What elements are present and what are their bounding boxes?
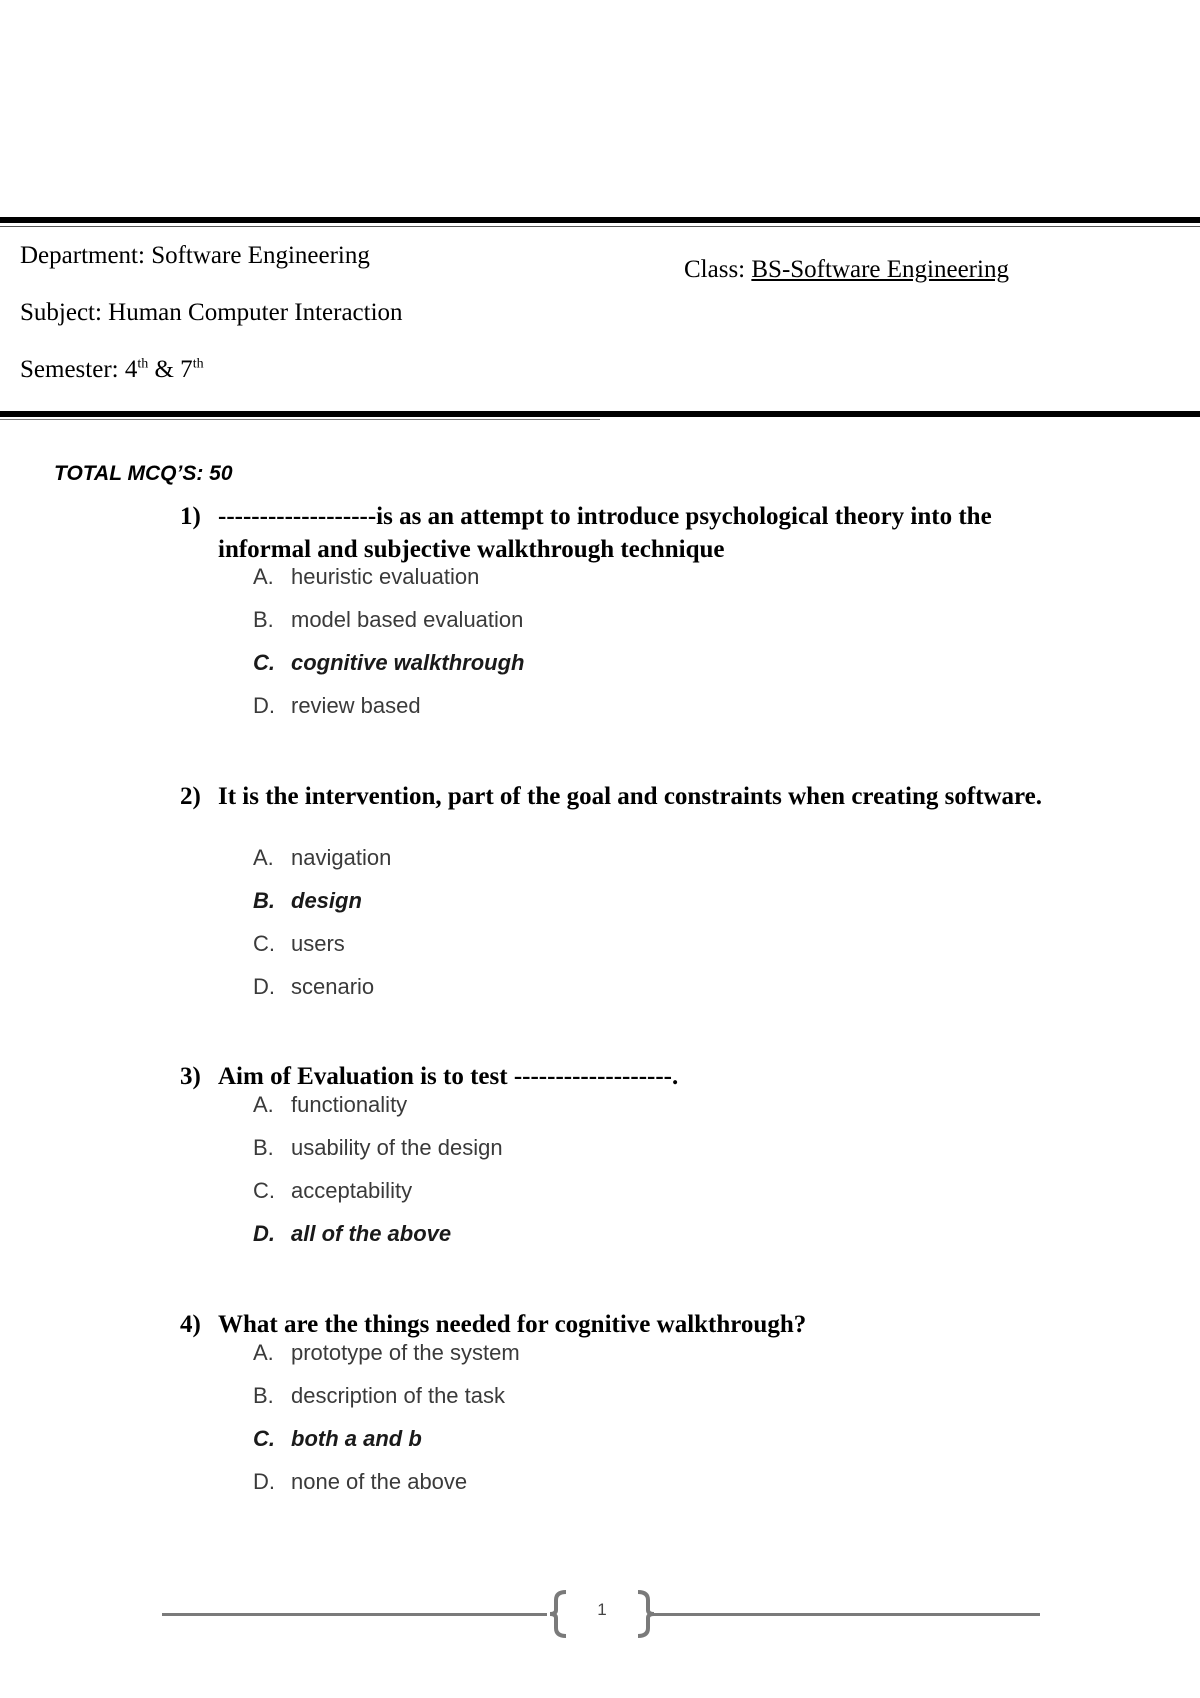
question-number: 4): [180, 1311, 201, 1338]
question-1: [180, 500, 1080, 566]
question-text: Aim of Evaluation is to test -------------------.: [218, 1063, 679, 1090]
question-3: [180, 1060, 1080, 1093]
semester-sup-2: th: [192, 356, 204, 372]
option-1b: B. model based evaluation: [253, 607, 524, 632]
question-number: 2): [180, 783, 201, 810]
footer-line-right: [648, 1613, 1040, 1616]
department-label: Department: Software Engineering: [20, 242, 370, 269]
left-brace-icon: [548, 1590, 570, 1638]
header-top-rule: [0, 217, 1200, 223]
option-3c: C. acceptability: [253, 1178, 413, 1203]
page-number: 1: [597, 1600, 607, 1619]
semester-prefix: Semester: 4: [20, 356, 138, 383]
option-4a: A. prototype of the system: [253, 1340, 520, 1365]
question-4: [180, 1308, 1080, 1341]
option-3d-answer: D. all of the above: [253, 1221, 452, 1246]
option-3a: A. functionality: [253, 1092, 408, 1117]
question-2: [180, 780, 1080, 813]
class-value: BS-Software Engineering: [751, 256, 1009, 283]
header-bottom-rule-thin: [0, 419, 600, 420]
header-top-rule-thin: [0, 226, 1200, 227]
footer-line-left: [162, 1613, 547, 1616]
option-2c: C. users: [253, 931, 345, 956]
question-number: 3): [180, 1063, 201, 1090]
semester-label: [20, 356, 204, 384]
question-text: -------------------is as an attempt to introduce psychological theory into the informal and subjective walkthrough technique: [218, 503, 992, 563]
option-4c-answer: C. both a and b: [253, 1426, 422, 1451]
total-mcqs: TOTAL MCQ’S: 50: [54, 462, 233, 485]
option-2a: A. navigation: [253, 845, 392, 870]
subject-label: Subject: Human Computer Interaction: [20, 299, 403, 326]
option-4d: D. none of the above: [253, 1469, 468, 1494]
class-label-prefix: Class:: [684, 256, 752, 283]
question-text: What are the things needed for cognitive walkthrough?: [218, 1311, 807, 1338]
option-1a: A. heuristic evaluation: [253, 564, 480, 589]
option-3b: B. usability of the design: [253, 1135, 503, 1160]
option-4b: B. description of the task: [253, 1383, 506, 1408]
class-label: [684, 256, 1009, 284]
option-2b-answer: B. design: [253, 888, 362, 913]
option-1d: D. review based: [253, 693, 421, 718]
semester-mid: & 7: [148, 356, 193, 383]
option-1c-answer: C. cognitive walkthrough: [253, 650, 525, 675]
header-bottom-rule: [0, 411, 1200, 417]
semester-sup-1: th: [137, 356, 149, 372]
option-2d: D. scenario: [253, 974, 375, 999]
question-text: It is the intervention, part of the goal and constraints when creating software.: [218, 783, 1043, 810]
question-number: 1): [180, 503, 201, 530]
right-brace-icon: [634, 1590, 656, 1638]
